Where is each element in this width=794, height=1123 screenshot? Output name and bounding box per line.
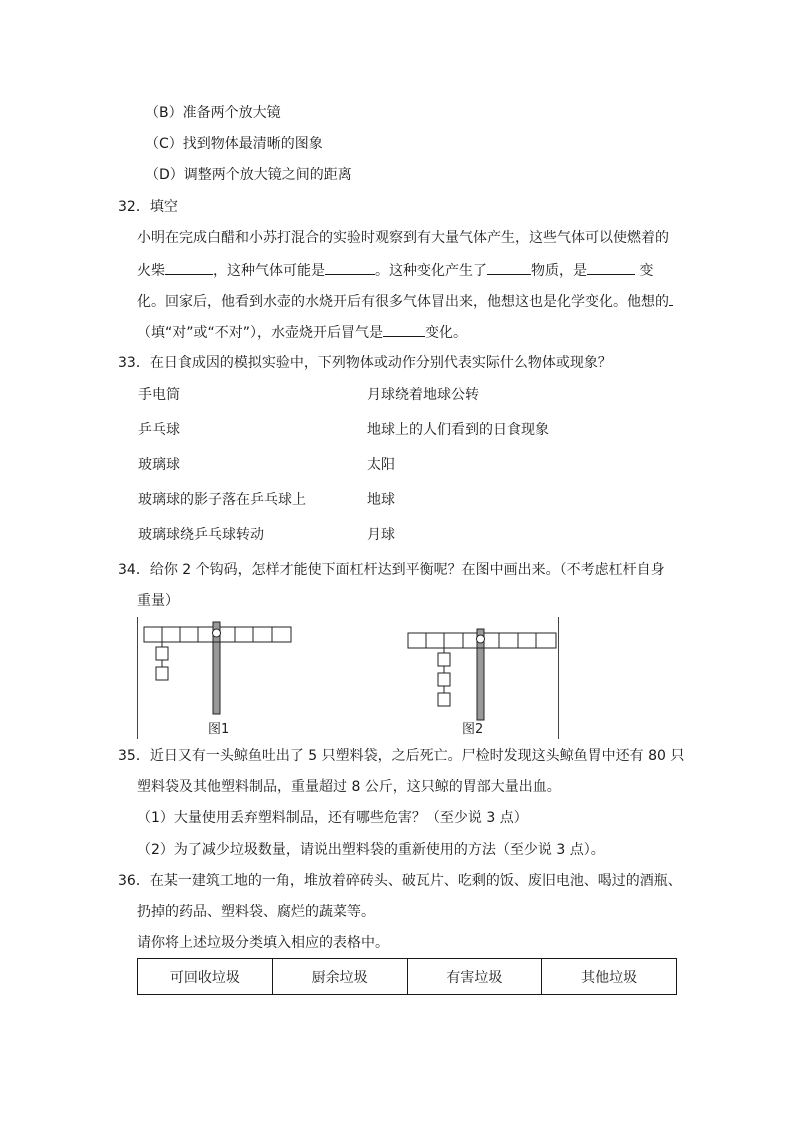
q34-line1: 34．给你 2 个钩码，怎样才能使下面杠杆达到平衡呢？在图中画出来。（不考虑杠杆自身 [118,562,665,578]
q32-line2-b: ，这种气体可能是 [213,263,325,279]
table-header-cell: 其他垃圾 [542,959,677,995]
q33-left-item: 手电筒 [138,387,180,403]
q32-line4 [137,322,467,343]
q32-blank-6[interactable] [383,322,425,337]
q33-left-item: 玻璃球绕乒乓球转动 [138,527,264,543]
q32-line3-text: 化。回家后，他看到水壶的水烧开后有很多气体冒出来，他想这也是化学变化。他想的 [137,294,669,310]
q31-option-b: （B）准备两个放大镜 [145,105,281,121]
lever-1-pivot [213,629,221,637]
lever-2-pivot [477,635,485,643]
q33-heading: 33．在日食成因的模拟实验中，下列物体或动作分别代表实际什么物体或现象？ [118,355,612,371]
lever-2-stand [477,648,484,720]
q31-option-c: （C）找到物体最清晰的图象 [145,136,323,152]
q35-sub1: （1）大量使用丢弃塑料制品，还有哪些危害？（至少说 3 点） [137,810,528,826]
q34-line2: 重量） [137,593,179,609]
q32-blank-3[interactable] [487,260,531,275]
table-header-cell: 有害垃圾 [407,959,542,995]
lever-2-weights [438,648,450,706]
lever-1-weights [156,642,168,680]
q35-line1: 35．近日又有一头鲸鱼吐出了 5 只塑料袋，之后死亡。尸检时发现这头鲸鱼胃中还有 80 只 [118,748,685,764]
q32-line4-b: 变化。 [425,325,468,341]
q32-line2-c: 。这种变化产生了 [375,263,487,279]
q33-right-item: 地球上的人们看到的日食现象 [367,422,549,438]
q32-heading: 32．填空 [118,199,178,215]
q33-left-item: 乒乓球 [138,422,180,438]
q33-right-item: 月球 [367,527,395,543]
lever-1 [144,622,291,737]
q33-right-item: 太阳 [367,457,395,473]
q32-blank-4[interactable] [587,260,635,275]
fig1-caption: 图1 [208,722,230,737]
q33-left-item: 玻璃球 [138,457,180,473]
hook-weight [156,667,168,680]
q35-sub2: （2）为了减少垃圾数量，请说出塑料袋的重新使用的方法（至少说 3 点）。 [137,842,605,858]
q32-line2-e: 变 [639,263,654,279]
q35-line2: 塑料袋及其他塑料制品，重量超过 8 公斤，这只鲸的胃部大量出血。 [137,779,561,795]
q33-left-item: 玻璃球的影子落在乒乓球上 [138,492,306,508]
q36-line1: 36．在某一建筑工地的一角，堆放着碎砖头、破瓦片、吃剩的饭、废旧电池、喝过的酒瓶、 [118,873,682,889]
q36-line2: 扔掉的药品、塑料袋、腐烂的蔬菜等。 [137,904,375,920]
q32-line4-a: （填“对”或“不对”），水壶烧开后冒气是 [137,325,384,341]
q32-blank-5[interactable] [669,291,673,306]
hook-weight [438,673,450,686]
lever-1-stand [213,642,220,714]
q32-blank-1[interactable] [165,260,213,275]
q32-line2 [137,260,653,281]
q33-right-item: 地球 [367,492,395,508]
hook-weight [156,647,168,660]
lever-figure [137,617,559,739]
hook-weight [438,653,450,666]
q32-line2-a: 火柴 [137,263,165,279]
lever-2 [408,629,556,737]
q32-line2-d: 物质，是 [531,263,587,279]
q32-line1: 小明在完成白醋和小苏打混合的实验时观察到有大量气体产生，这些气体可以使燃着的 [137,230,669,246]
garbage-sort-table [137,958,677,995]
hook-weight [438,693,450,706]
q32-blank-2[interactable] [325,260,375,275]
table-header-cell: 可回收垃圾 [138,959,273,995]
q31-option-d: （D）调整两个放大镜之间的距离 [145,167,352,183]
q36-line3: 请你将上述垃圾分类填入相应的表格中。 [137,935,389,951]
q32-line3 [137,291,673,312]
table-row [138,959,677,995]
q33-right-item: 月球绕着地球公转 [367,387,479,403]
table-header-cell: 厨余垃圾 [272,959,407,995]
fig2-caption: 图2 [462,722,484,737]
lever-diagram [138,617,558,739]
